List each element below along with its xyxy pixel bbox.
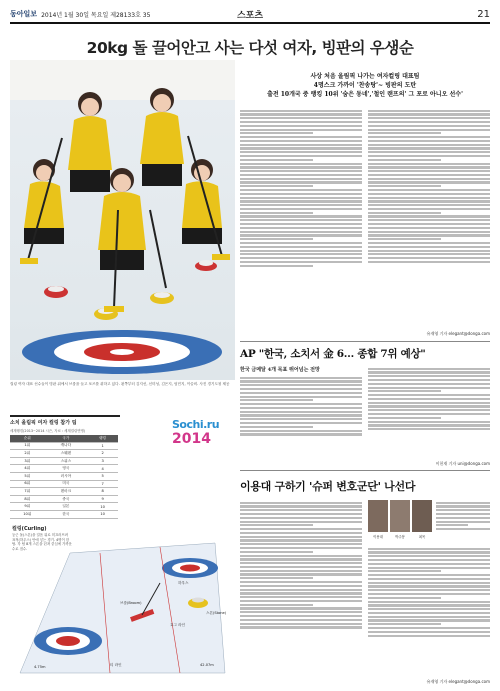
lee-article-body (368, 546, 490, 678)
text-line (240, 551, 313, 553)
table-header: 랭킹 (87, 435, 118, 442)
text-line (240, 110, 362, 112)
text-line (368, 555, 490, 557)
text-line (368, 574, 490, 576)
text-line (436, 502, 490, 504)
text-line (240, 185, 313, 187)
masthead (10, 6, 490, 22)
lee-headline: 이용대 구하기 '슈퍼 변호군단' 나선다 (240, 480, 416, 493)
table-cell: 6위 (10, 480, 45, 488)
text-line (368, 253, 490, 255)
text-line (368, 405, 490, 407)
text-line (240, 547, 362, 549)
rink-label: 4.75m (34, 665, 46, 669)
text-line (240, 619, 362, 621)
table-cell: 5위 (10, 472, 45, 480)
text-line (368, 238, 441, 240)
text-line (240, 257, 362, 259)
text-line (240, 521, 362, 523)
text-line (240, 174, 362, 176)
text-line (240, 592, 362, 594)
text-line (240, 155, 362, 157)
sochi-logo-line2: 2014 (172, 431, 211, 447)
table-cell: 스위스 (45, 457, 88, 465)
photo-label: 최목 (418, 535, 426, 539)
text-line (240, 433, 362, 435)
section-title: 스포츠 (236, 10, 264, 21)
text-line (368, 619, 490, 621)
text-line (240, 193, 362, 195)
text-line (368, 136, 490, 138)
table-cell: 10 (87, 510, 118, 518)
body-text-fill (436, 502, 490, 531)
text-line (368, 223, 490, 225)
table-row (10, 503, 118, 511)
text-line (368, 413, 490, 415)
text-line (368, 166, 490, 168)
ap-article-body (240, 375, 362, 465)
text-line (368, 559, 490, 561)
lee-photo-labels (368, 534, 434, 539)
text-line (240, 555, 362, 557)
text-line (368, 189, 490, 191)
team-photo (10, 60, 235, 380)
text-line (240, 513, 362, 515)
text-line (240, 596, 362, 598)
text-line (240, 242, 362, 244)
text-line (240, 129, 362, 131)
text-line (240, 238, 313, 240)
table-cell: 일본 (45, 503, 88, 511)
body-text-fill (240, 110, 362, 267)
masthead-rule (10, 22, 490, 24)
text-line (240, 502, 362, 504)
text-line (368, 563, 490, 565)
text-line (240, 117, 362, 119)
table-row (10, 488, 118, 496)
table-cell: 4위 (10, 465, 45, 473)
text-line (436, 513, 490, 515)
table-cell: 7위 (10, 488, 45, 496)
text-line (240, 253, 362, 255)
text-line (240, 430, 362, 432)
sochi-logo-line1: Sochi.ru (172, 418, 220, 431)
text-line (240, 411, 362, 413)
text-line (240, 532, 362, 534)
text-line (240, 505, 362, 507)
text-line (240, 121, 362, 123)
text-line (368, 178, 490, 180)
text-line (240, 159, 313, 161)
table-cell: 9 (87, 495, 118, 503)
ranking-table-box (10, 415, 120, 527)
ranking-table (10, 435, 118, 519)
text-line (368, 129, 490, 131)
text-line (436, 521, 490, 523)
table-row (10, 450, 118, 458)
rink-label: 호그 라인 (170, 623, 186, 627)
photo-label: 박주봉 (395, 535, 405, 539)
text-line (240, 377, 362, 379)
text-line (240, 250, 362, 252)
text-line (368, 371, 490, 373)
text-line (240, 231, 362, 233)
text-line (240, 125, 362, 127)
newspaper-logo: 동아일보 (10, 10, 38, 18)
house-target (22, 330, 222, 374)
text-line (240, 227, 362, 229)
text-line (436, 524, 468, 526)
text-line (240, 178, 362, 180)
text-line (436, 528, 490, 530)
text-line (240, 403, 362, 405)
text-line (368, 181, 490, 183)
table-cell: 덴마크 (45, 488, 88, 496)
text-line (240, 566, 362, 568)
text-line (240, 422, 362, 424)
text-line (240, 392, 362, 394)
text-line (368, 121, 490, 123)
table-cell: 8위 (10, 495, 45, 503)
text-line (436, 505, 490, 507)
text-line (368, 368, 490, 370)
text-line (368, 608, 490, 610)
text-line (368, 424, 490, 426)
text-line (368, 219, 490, 221)
text-line (368, 383, 490, 385)
text-line (240, 536, 362, 538)
text-line (368, 125, 490, 127)
text-line (240, 181, 362, 183)
dek-line: 4명스크 가까이 '찬송탕'~ 빙판의 도탄 (313, 82, 417, 89)
table-cell: 7 (87, 480, 118, 488)
text-line (368, 159, 441, 161)
table-cell: 1 (87, 442, 118, 450)
text-line (368, 208, 490, 210)
text-line (240, 509, 362, 511)
text-line (240, 570, 362, 572)
table-cell: 3위 (10, 457, 45, 465)
table-row (10, 472, 118, 480)
rink-label: 스톤(Stone) (206, 611, 227, 615)
table-title: 소치 올림픽 여자 컬링 참가 팀 (10, 420, 77, 426)
text-line (368, 242, 490, 244)
text-line (436, 517, 490, 519)
text-line (240, 234, 362, 236)
text-line (368, 623, 441, 625)
text-line (368, 250, 490, 252)
text-line (240, 539, 362, 541)
text-line (240, 136, 362, 138)
text-line (368, 246, 490, 248)
text-line (240, 528, 362, 530)
text-line (240, 215, 362, 217)
text-line (240, 604, 313, 606)
text-line (240, 524, 313, 526)
text-line (240, 212, 313, 214)
text-line (240, 577, 313, 579)
table-cell: 9위 (10, 503, 45, 511)
article-body (240, 108, 362, 340)
table-header: 국가 (45, 435, 88, 442)
text-line (368, 601, 490, 603)
text-line (368, 185, 441, 187)
text-line (240, 189, 362, 191)
text-line (368, 631, 490, 633)
table-row (10, 480, 118, 488)
text-line (368, 635, 490, 637)
text-line (240, 399, 313, 401)
text-line (240, 144, 362, 146)
table-cell: 10 (87, 503, 118, 511)
text-line (436, 509, 490, 511)
text-line (368, 132, 441, 134)
table-cell: 2 (87, 450, 118, 458)
text-line (368, 147, 490, 149)
guide-text: 둥근 돌(스톤)을 얼음 위로 미끄러뜨려 표적(하우스) 안에 넣는 경기. 4명이 한 팀. 각 팀 8개 스톤을 던져 중심에 가까운 수로 점수. (12, 533, 72, 551)
table-cell: 한국 (45, 510, 88, 518)
guide-title: 컬링(Curling) (12, 526, 47, 532)
portrait-photo (368, 500, 388, 532)
text-line (368, 234, 490, 236)
text-line (368, 375, 490, 377)
table-row (10, 495, 118, 503)
table-header: 순위 (10, 435, 45, 442)
text-line (368, 627, 490, 629)
text-line (240, 407, 362, 409)
body-text-fill (368, 110, 490, 263)
article-body (368, 108, 490, 330)
table-cell: 8 (87, 488, 118, 496)
photo-caption: 컬링 여자 대표 선수들이 빙판 위에서 브룸을 들고 포즈를 취하고 있다. 왼쪽부터 김지선, 신미성, 김은지, 엄민지, 이슬비. 사진 경기도청 제공 (10, 382, 230, 386)
table-cell: 5 (87, 472, 118, 480)
text-line (240, 426, 313, 428)
table-subtitle: 세계랭킹(2013~2014 시즌, 자료 : 세계컬링연맹) (10, 429, 86, 433)
text-line (240, 585, 362, 587)
text-line (240, 626, 362, 628)
text-line (240, 223, 362, 225)
table-row (10, 442, 118, 450)
text-line (368, 578, 490, 580)
text-line (240, 558, 362, 560)
text-line (240, 265, 313, 267)
text-line (368, 155, 490, 157)
text-line (240, 543, 362, 545)
text-line (240, 219, 362, 221)
text-line (368, 582, 490, 584)
text-line (368, 593, 490, 595)
portrait-photo (412, 500, 432, 532)
text-line (368, 110, 490, 112)
text-line (368, 113, 490, 115)
lee-article-body (240, 500, 362, 685)
text-line (240, 581, 362, 583)
portrait-photo (390, 500, 410, 532)
text-line (240, 170, 362, 172)
rink-label: 42.07m (200, 663, 214, 667)
table-cell: 3 (87, 457, 118, 465)
text-line (368, 204, 490, 206)
article-byline: 유재영 기자 elegant@donga.com (426, 331, 490, 336)
text-line (368, 398, 490, 400)
text-line (368, 231, 490, 233)
text-line (368, 117, 490, 119)
text-line (368, 394, 490, 396)
dek-line: 출전 10개국 중 랭킹 10위 '숨은 동네','철인 랜프의' 그 포로 아니오 선수' (267, 91, 463, 98)
ap-article-body (368, 366, 490, 460)
text-line (240, 166, 362, 168)
text-line (368, 193, 490, 195)
text-line (368, 212, 441, 214)
text-line (368, 197, 490, 199)
text-line (368, 567, 490, 569)
text-line (240, 163, 362, 165)
text-line (368, 151, 490, 153)
table-cell: 러시아 (45, 472, 88, 480)
body-text-fill (240, 502, 362, 629)
text-line (240, 607, 362, 609)
text-line (240, 261, 362, 263)
text-line (240, 197, 362, 199)
body-text-fill (368, 368, 490, 431)
text-line (368, 616, 490, 618)
sochi-logo (172, 418, 232, 463)
table-cell: 미국 (45, 480, 88, 488)
rink-label: 하우스 (178, 581, 189, 585)
text-line (240, 204, 362, 206)
text-line (368, 227, 490, 229)
table-cell: 영국 (45, 465, 88, 473)
text-line (368, 402, 490, 404)
body-text-fill (368, 548, 490, 637)
ap-subheadline: 한국 금메달 4개 목표 뛰어넘는 전망 (240, 367, 320, 373)
text-line (240, 246, 362, 248)
text-line (368, 261, 490, 263)
text-line (368, 163, 490, 165)
text-line (240, 140, 362, 142)
date-line: 2014년 1월 30일 목요일 제28133호 35 (41, 11, 151, 19)
text-line (240, 200, 362, 202)
text-line (240, 611, 362, 613)
text-line (240, 396, 362, 398)
text-line (368, 612, 490, 614)
text-line (240, 388, 362, 390)
table-row (10, 510, 118, 518)
text-line (368, 604, 490, 606)
text-line (368, 589, 490, 591)
text-line (240, 615, 362, 617)
text-line (240, 113, 362, 115)
text-line (368, 428, 490, 430)
dek-line: 사상 처음 올림픽 나가는 여자컬링 대표팀 (310, 73, 420, 80)
text-line (368, 174, 490, 176)
section-divider (240, 470, 490, 471)
curling-guide (10, 523, 235, 683)
table-cell: 2위 (10, 450, 45, 458)
text-line (368, 585, 490, 587)
table-cell: 4 (87, 465, 118, 473)
text-line (240, 414, 362, 416)
table-row (10, 457, 118, 465)
main-headline: 20kg 돌 끌어안고 사는 다섯 여자, 빙판의 우생순 (86, 39, 414, 57)
text-line (368, 417, 441, 419)
text-line (368, 140, 490, 142)
table-cell: 중국 (45, 495, 88, 503)
text-line (240, 623, 362, 625)
text-line (368, 257, 490, 259)
text-line (240, 589, 362, 591)
section-divider (240, 341, 490, 342)
text-line (368, 379, 490, 381)
body-text-fill (240, 377, 362, 436)
table-cell: 1위 (10, 442, 45, 450)
text-line (240, 151, 362, 153)
text-line (240, 384, 362, 386)
page-number: 21 (477, 8, 490, 20)
text-line (368, 409, 490, 411)
ap-byline: 이헌재 기자 uni@donga.com (435, 461, 490, 466)
text-line (240, 517, 362, 519)
table-cell: 10위 (10, 510, 45, 518)
text-line (240, 147, 362, 149)
lee-byline: 유재영 기자 elegant@donga.com (426, 679, 490, 684)
text-line (368, 597, 441, 599)
table-cell: 스웨덴 (45, 450, 88, 458)
text-line (368, 551, 490, 553)
photo-label: 이용대 (373, 535, 383, 539)
text-line (368, 570, 441, 572)
text-line (240, 562, 362, 564)
text-line (368, 144, 490, 146)
text-line (368, 421, 490, 423)
lee-article-body (436, 500, 490, 544)
text-line (240, 418, 362, 420)
text-line (368, 170, 490, 172)
text-line (368, 200, 490, 202)
text-line (240, 208, 362, 210)
text-line (368, 215, 490, 217)
text-line (240, 573, 362, 575)
article-dek (240, 72, 490, 99)
text-line (240, 600, 362, 602)
rink-label: 티 라인 (110, 663, 122, 667)
table-row (10, 465, 118, 473)
text-line (368, 548, 490, 550)
ap-headline: AP "한국, 소치서 金 6… 종합 7위 예상" (240, 348, 426, 360)
text-line (240, 132, 313, 134)
rink-label: 브룸(Broom) (120, 601, 142, 605)
text-line (368, 390, 441, 392)
table-cell: 캐나다 (45, 442, 88, 450)
text-line (368, 387, 490, 389)
text-line (240, 380, 362, 382)
